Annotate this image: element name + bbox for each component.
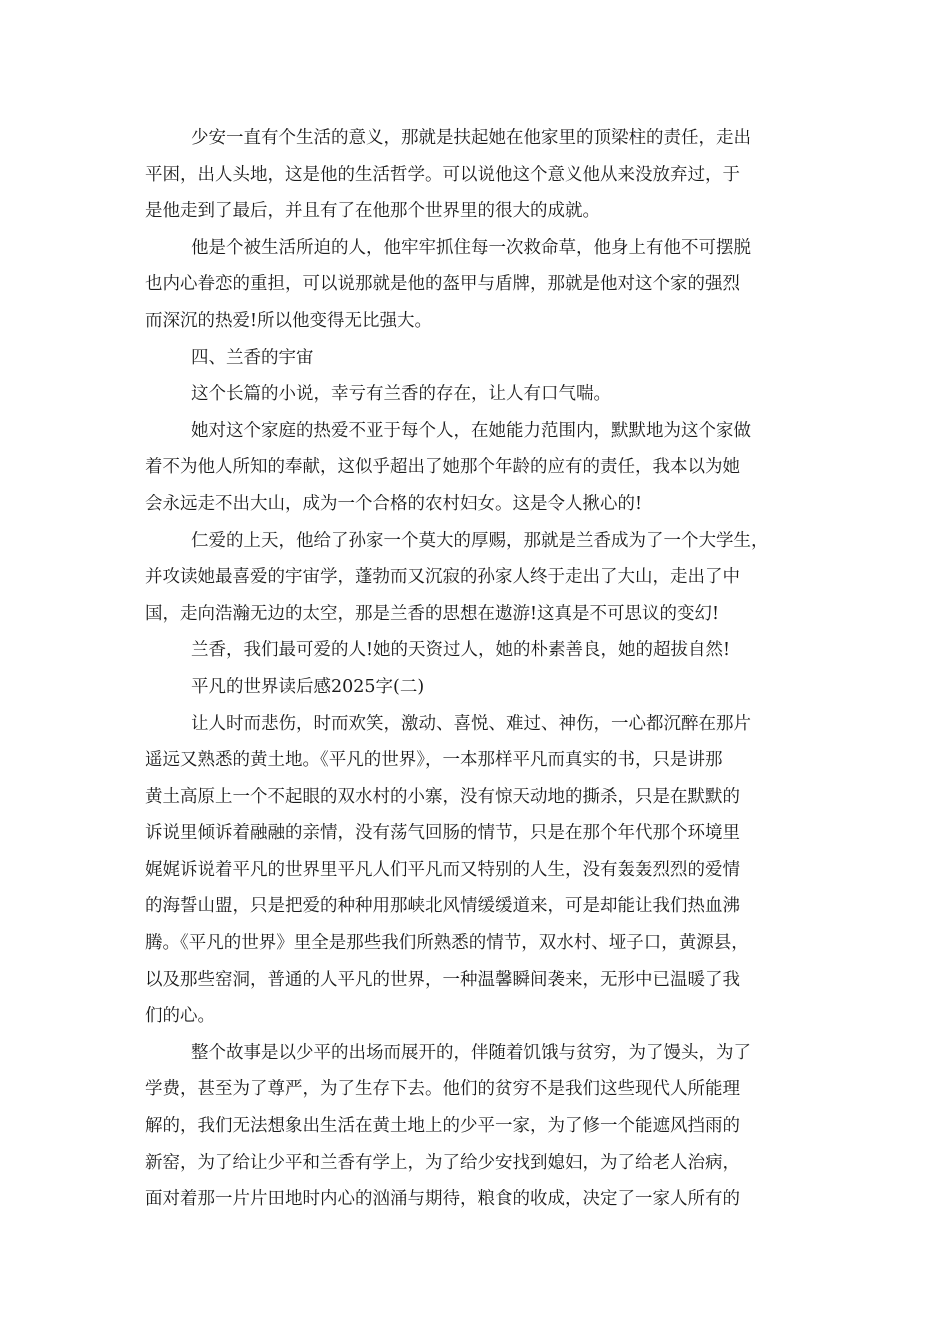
- paragraph-line: 娓娓诉说着平凡的世界里平凡人们平凡而又特别的人生，没有轰轰烈烈的爱情: [145, 859, 740, 880]
- paragraph-line: 以及那些窑洞，普通的人平凡的世界，一种温馨瞬间袭来，无形中已温暖了我: [145, 969, 740, 990]
- paragraph-line: 仁爱的上天，他给了孙家一个莫大的厚赐，那就是兰香成为了一个大学生，: [191, 530, 769, 551]
- section-heading: 四、兰香的宇宙: [191, 347, 314, 368]
- paragraph-line: 解的，我们无法想象出生活在黄土地上的少平一家，为了修一个能遮风挡雨的: [145, 1116, 740, 1137]
- document-body: [145, 120, 810, 1218]
- paragraph-line: 让人时而悲伤，时而欢笑，激动、喜悦、难过、神伤，一心都沉醉在那片: [191, 713, 751, 734]
- paragraph-line: 而深沉的热爱!所以他变得无比强大。: [145, 310, 433, 331]
- paragraph-line: 是他走到了最后，并且有了在他那个世界里的很大的成就。: [145, 201, 600, 222]
- paragraph-line: 诉说里倾诉着融融的亲情，没有荡气回肠的情节，只是在那个年代那个环境里: [145, 823, 740, 844]
- paragraph-line: 遥远又熟悉的黄土地。《平凡的世界》，一本那样平凡而真实的书，只是讲那: [145, 750, 723, 771]
- paragraph-line: 会永远走不出大山，成为一个合格的农村妇女。这是令人揪心的!: [145, 493, 643, 514]
- paragraph-line: 黄土高原上一个不起眼的双水村的小寨，没有惊天动地的撕杀，只是在默默的: [145, 786, 740, 807]
- paragraph-line: 这个长篇的小说，幸亏有兰香的存在，让人有口气喘。: [191, 384, 611, 405]
- paragraph-line: 新窑，为了给让少平和兰香有学上，为了给少安找到媳妇，为了给老人治病，: [145, 1152, 740, 1173]
- paragraph-line: 少安一直有个生活的意义，那就是扶起她在他家里的顶梁柱的责任，走出: [191, 128, 751, 148]
- paragraph-line: 兰香，我们最可爱的人!她的天资过人，她的朴素善良，她的超拔自然!: [191, 640, 731, 661]
- paragraph-line: 国，走向浩瀚无边的太空，那是兰香的思想在遨游!这真是不可思议的变幻!: [145, 603, 720, 624]
- paragraph-line: 也内心眷恋的重担，可以说那就是他的盔甲与盾牌，那就是他对这个家的强烈: [145, 274, 740, 295]
- paragraph-line: 面对着那一片片田地时内心的汹涌与期待，粮食的收成，决定了一家人所有的: [145, 1189, 740, 1210]
- paragraph-line: 整个故事是以少平的出场而展开的，伴随着饥饿与贫穷，为了馒头，为了: [191, 1042, 751, 1063]
- paragraph-line: 腾。《平凡的世界》里全是那些我们所熟悉的情节，双水村、垭子口，黄源县，: [145, 933, 749, 954]
- paragraph-line: 平困，出人头地，这是他的生活哲学。可以说他这个意义他从来没放弃过，于: [145, 164, 740, 185]
- paragraph-line: 并攻读她最喜爱的宇宙学，蓬勃而又沉寂的孙家人终于走出了大山，走出了中: [145, 567, 740, 588]
- paragraph-line: 着不为他人所知的奉献，这似乎超出了她那个年龄的应有的责任，我本以为她: [145, 457, 740, 478]
- paragraph-line: 她对这个家庭的热爱不亚于每个人，在她能力范围内，默默地为这个家做: [191, 420, 751, 441]
- paragraph-line: 学费，甚至为了尊严，为了生存下去。他们的贫穷不是我们这些现代人所能理: [145, 1079, 740, 1100]
- paragraph-line: 他是个被生活所迫的人，他牢牢抓住每一次救命草，他身上有他不可摆脱: [191, 237, 751, 258]
- section-heading: 平凡的世界读后感2025字(二): [191, 676, 425, 697]
- paragraph-line: 们的心。: [145, 1006, 215, 1027]
- paragraph-line: 的海誓山盟，只是把爱的种种用那峡北风情缓缓道来，可是却能让我们热血沸: [145, 896, 740, 917]
